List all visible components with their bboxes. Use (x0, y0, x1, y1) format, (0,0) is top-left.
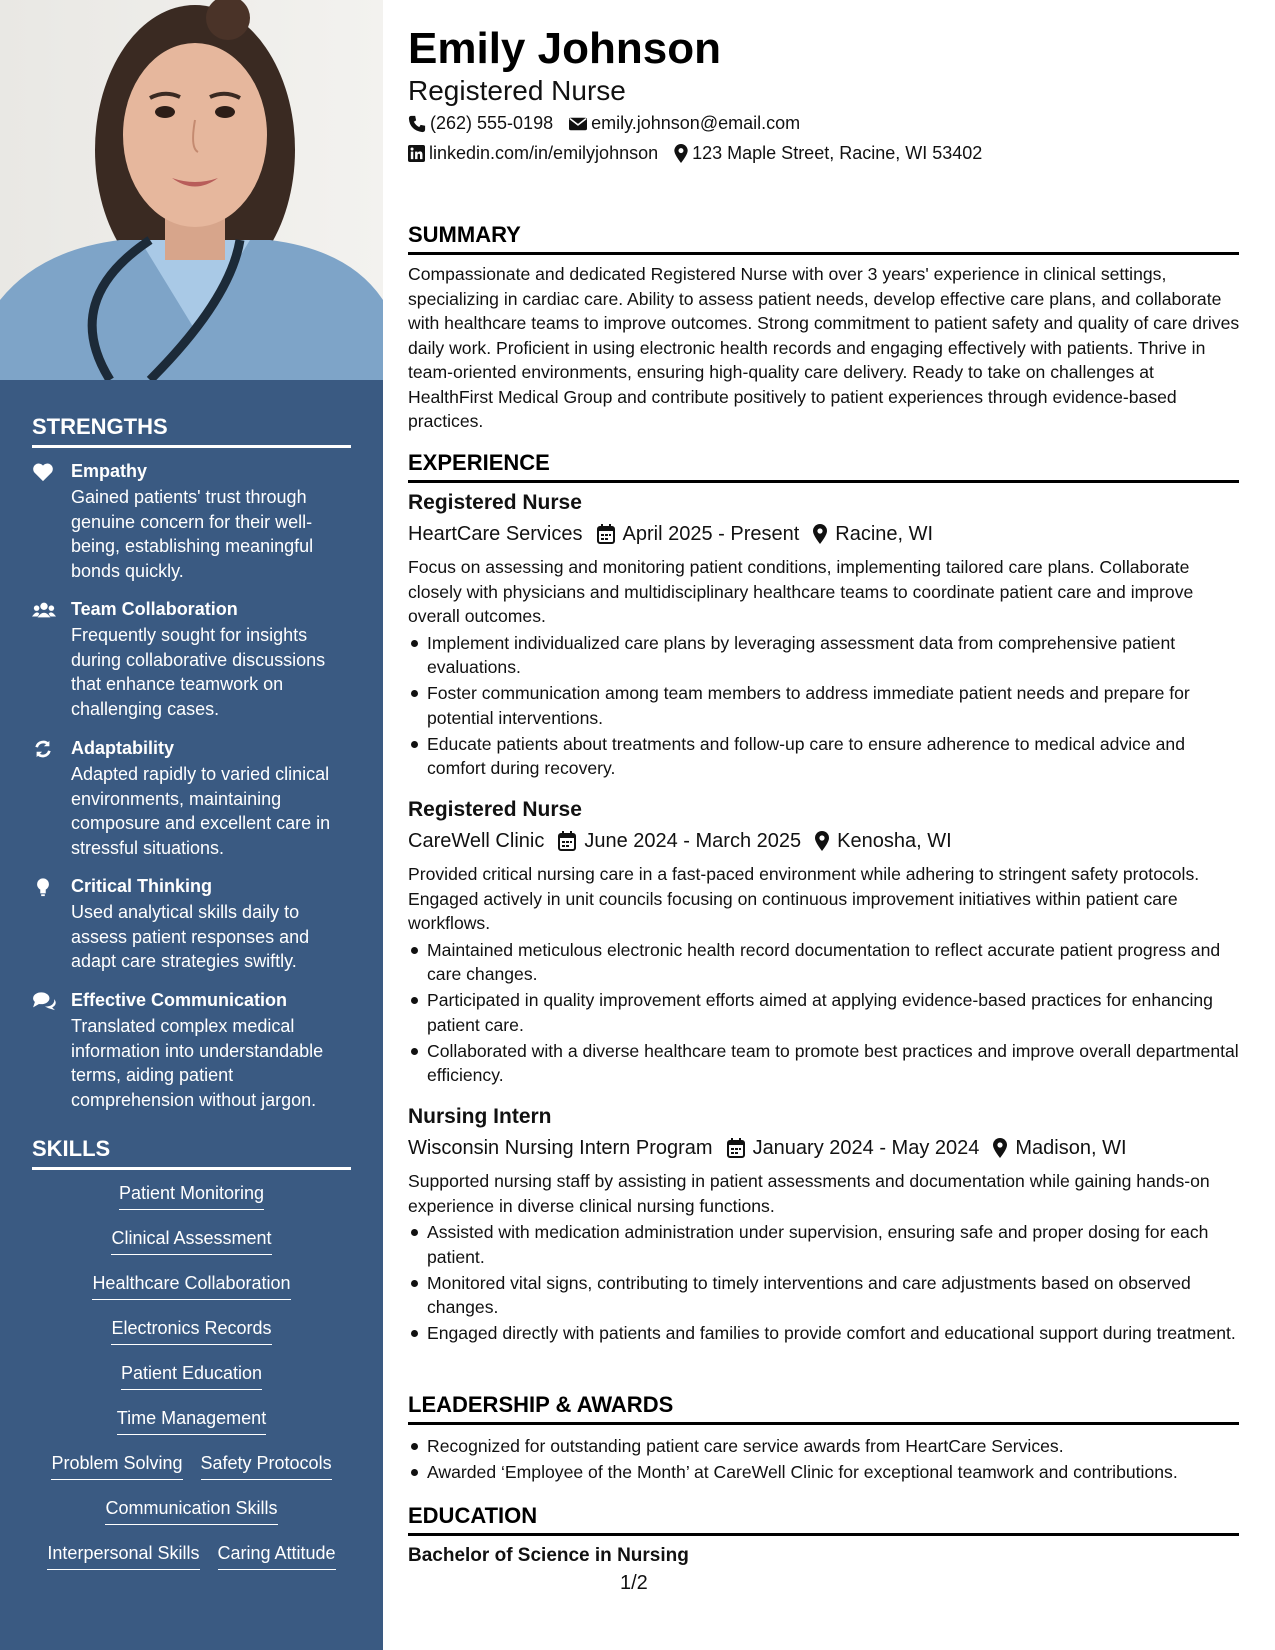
bullet-item: Monitored vital signs, contributing to timely interventions and care adjustments based on observed changes. (408, 1271, 1240, 1320)
skill-tag: Problem Solving (51, 1452, 182, 1480)
award-item: Recognized for outstanding patient care service awards from HeartCare Services. (408, 1434, 1240, 1459)
skill-tag: Safety Protocols (201, 1452, 332, 1480)
bullet-item: Educate patients about treatments and follow-up care to ensure adherence to medical advice and comfort during recovery. (408, 732, 1240, 781)
job-bullets (408, 938, 1240, 1088)
strength-title: Critical Thinking (71, 876, 213, 896)
contact-linkedin[interactable] (408, 143, 658, 164)
job-meta (408, 521, 1240, 547)
job-location (813, 521, 933, 547)
envelope-icon (569, 116, 587, 132)
candidate-name: Emily Johnson (408, 24, 721, 73)
map-marker-icon (993, 1138, 1007, 1158)
skill-tag: Patient Monitoring (119, 1182, 264, 1210)
skill-tag: Healthcare Collaboration (92, 1272, 290, 1300)
strength-title: Empathy (71, 461, 148, 481)
strength-item (32, 989, 352, 1112)
job-location (993, 1135, 1126, 1161)
email-text: emily.johnson@email.com (591, 113, 801, 133)
contact-row (408, 143, 998, 164)
skill-tag: Caring Attitude (218, 1542, 336, 1570)
strength-title: Team Collaboration (71, 599, 238, 619)
skill-tag: Patient Education (121, 1362, 262, 1390)
job-description: Supported nursing staff by assisting in patient assessments and documentation while gaining hands-on experience in diverse clinical nursing functions. (408, 1171, 1210, 1216)
address-text: 123 Maple Street, Racine, WI 53402 (692, 143, 983, 163)
job-bullets (408, 1220, 1240, 1346)
sync-icon (32, 739, 54, 759)
bullet-item: Assisted with medication administration under supervision, ensuring safe and proper dosing for each patient. (408, 1220, 1240, 1269)
bullet-item: Maintained meticulous electronic health record documentation to reflect accurate patient progress and care changes. (408, 938, 1240, 987)
strength-description: Adapted rapidly to varied clinical environments, maintaining composure and excellent care in stressful situations. (71, 764, 331, 858)
summary-heading: SUMMARY (408, 222, 1239, 255)
strength-description: Used analytical skills daily to assess patient responses and adapt care strategies swiftly. (71, 902, 310, 971)
bullet-item: Foster communication among team members to address immediate patient needs and prepare for potential interventions. (408, 681, 1240, 730)
awards-heading: LEADERSHIP & AWARDS (408, 1392, 1239, 1425)
skill-tag: Interpersonal Skills (47, 1542, 199, 1570)
job-title: Registered Nurse (408, 491, 582, 514)
job-title: Registered Nurse (408, 798, 582, 821)
strength-description: Translated complex medical information into understandable terms, aiding patient comprehension without jargon. (71, 1016, 324, 1110)
education-degree: Bachelor of Science in Nursing (408, 1545, 689, 1566)
bullet-item: Implement individualized care plans by leveraging assessment data from comprehensive patient evaluations. (408, 631, 1240, 680)
strengths-heading: STRENGTHS (32, 414, 351, 448)
phone-icon (408, 115, 426, 133)
job-meta (408, 828, 1240, 854)
strength-item (32, 460, 352, 583)
strength-title: Effective Communication (71, 990, 288, 1010)
profile-photo (0, 0, 383, 380)
experience-heading: EXPERIENCE (408, 450, 1239, 483)
location-text: Racine, WI (835, 523, 934, 545)
strength-item (32, 737, 352, 860)
linkedin-text: linkedin.com/in/emilyjohnson (429, 143, 659, 163)
map-marker-icon (674, 144, 688, 163)
bullet-item: Engaged directly with patients and families to provide comfort and educational support during treatment. (408, 1321, 1240, 1346)
skill-tag: Communication Skills (105, 1497, 277, 1525)
calendar-icon (727, 1138, 745, 1158)
job-bullets (408, 631, 1240, 781)
awards-list (408, 1434, 1240, 1486)
strength-title: Adaptability (71, 738, 175, 758)
job-entry (408, 1104, 1240, 1347)
strength-item (32, 875, 352, 974)
job-dates (727, 1135, 980, 1161)
candidate-role: Registered Nurse (408, 75, 626, 106)
dates-text: June 2024 - March 2025 (584, 830, 802, 852)
map-marker-icon (813, 524, 827, 544)
job-entry (408, 797, 1240, 1089)
job-description: Provided critical nursing care in a fast-paced environment while adhering to stringent safety protocols. Engaged actively in unit councils focusing on continuous improvement initiatives within patient care workflows. (408, 864, 1200, 933)
skill-tag: Time Management (117, 1407, 266, 1435)
company-name: HeartCare Services (408, 523, 583, 545)
education-heading: EDUCATION (408, 1503, 1239, 1536)
contact-phone[interactable] (408, 113, 553, 134)
strength-description: Gained patients' trust through genuine concern for their well-being, establishing meaningful bonds quickly. (71, 487, 314, 581)
contact-address (674, 143, 982, 164)
map-marker-icon (815, 831, 829, 851)
strength-item (32, 598, 352, 721)
company-name: CareWell Clinic (408, 830, 545, 852)
company-name: Wisconsin Nursing Intern Program (408, 1137, 713, 1159)
bullet-item: Collaborated with a diverse healthcare team to promote best practices and improve overall departmental efficiency. (408, 1039, 1240, 1088)
location-text: Kenosha, WI (837, 830, 952, 852)
dates-text: April 2025 - Present (622, 523, 800, 545)
contact-email[interactable] (569, 113, 800, 134)
contact-row (408, 113, 816, 134)
users-icon (32, 600, 54, 620)
skill-tag: Electronics Records (111, 1317, 271, 1345)
skills-heading: SKILLS (32, 1136, 351, 1170)
job-dates (558, 828, 801, 854)
calendar-icon (558, 831, 576, 851)
calendar-icon (597, 524, 615, 544)
job-dates (597, 521, 800, 547)
job-location (815, 828, 952, 854)
skills-list (32, 1182, 351, 1587)
job-entry (408, 490, 1240, 782)
comments-icon (32, 991, 54, 1011)
summary-text: Compassionate and dedicated Registered Nurse with over 3 years' experience in clinical settings, specializing in cardiac care. Ability to assess patient needs, develop effective care plans, and collaborate with healthcare teams to improve outcomes. Strong commitment to patient safety and quality of care drives daily work. Proficient in using electronic health records and engaging effectively with patients. Thrive in team-oriented environments, ensuring high-quality care delivery. Ready to take on challenges at HealthFirst Medical Group and contribute positively to patient experiences through evidence-based practices. (408, 264, 1240, 431)
skill-tag: Clinical Assessment (111, 1227, 271, 1255)
strength-description: Frequently sought for insights during collaborative discussions that enhance teamwork on challenging cases. (71, 625, 326, 719)
heart-icon (32, 462, 54, 482)
page-indicator: 1/2 (620, 1572, 648, 1594)
phone-text: (262) 555-0198 (430, 113, 554, 133)
location-text: Madison, WI (1015, 1137, 1127, 1159)
job-title: Nursing Intern (408, 1105, 552, 1128)
lightbulb-icon (32, 877, 54, 897)
award-item: Awarded ‘Employee of the Month’ at CareWell Clinic for exceptional teamwork and contributions. (408, 1460, 1240, 1485)
job-meta (408, 1135, 1240, 1161)
bullet-item: Participated in quality improvement efforts aimed at applying evidence-based practices for enhancing patient care. (408, 988, 1240, 1037)
sidebar (0, 0, 383, 1650)
dates-text: January 2024 - May 2024 (752, 1137, 980, 1159)
job-description: Focus on assessing and monitoring patient conditions, implementing tailored care plans. Collaborate closely with physicians and multidisciplinary healthcare teams to coordinate patient care and improve overall outcomes. (408, 557, 1194, 626)
linkedin-icon (408, 145, 425, 162)
